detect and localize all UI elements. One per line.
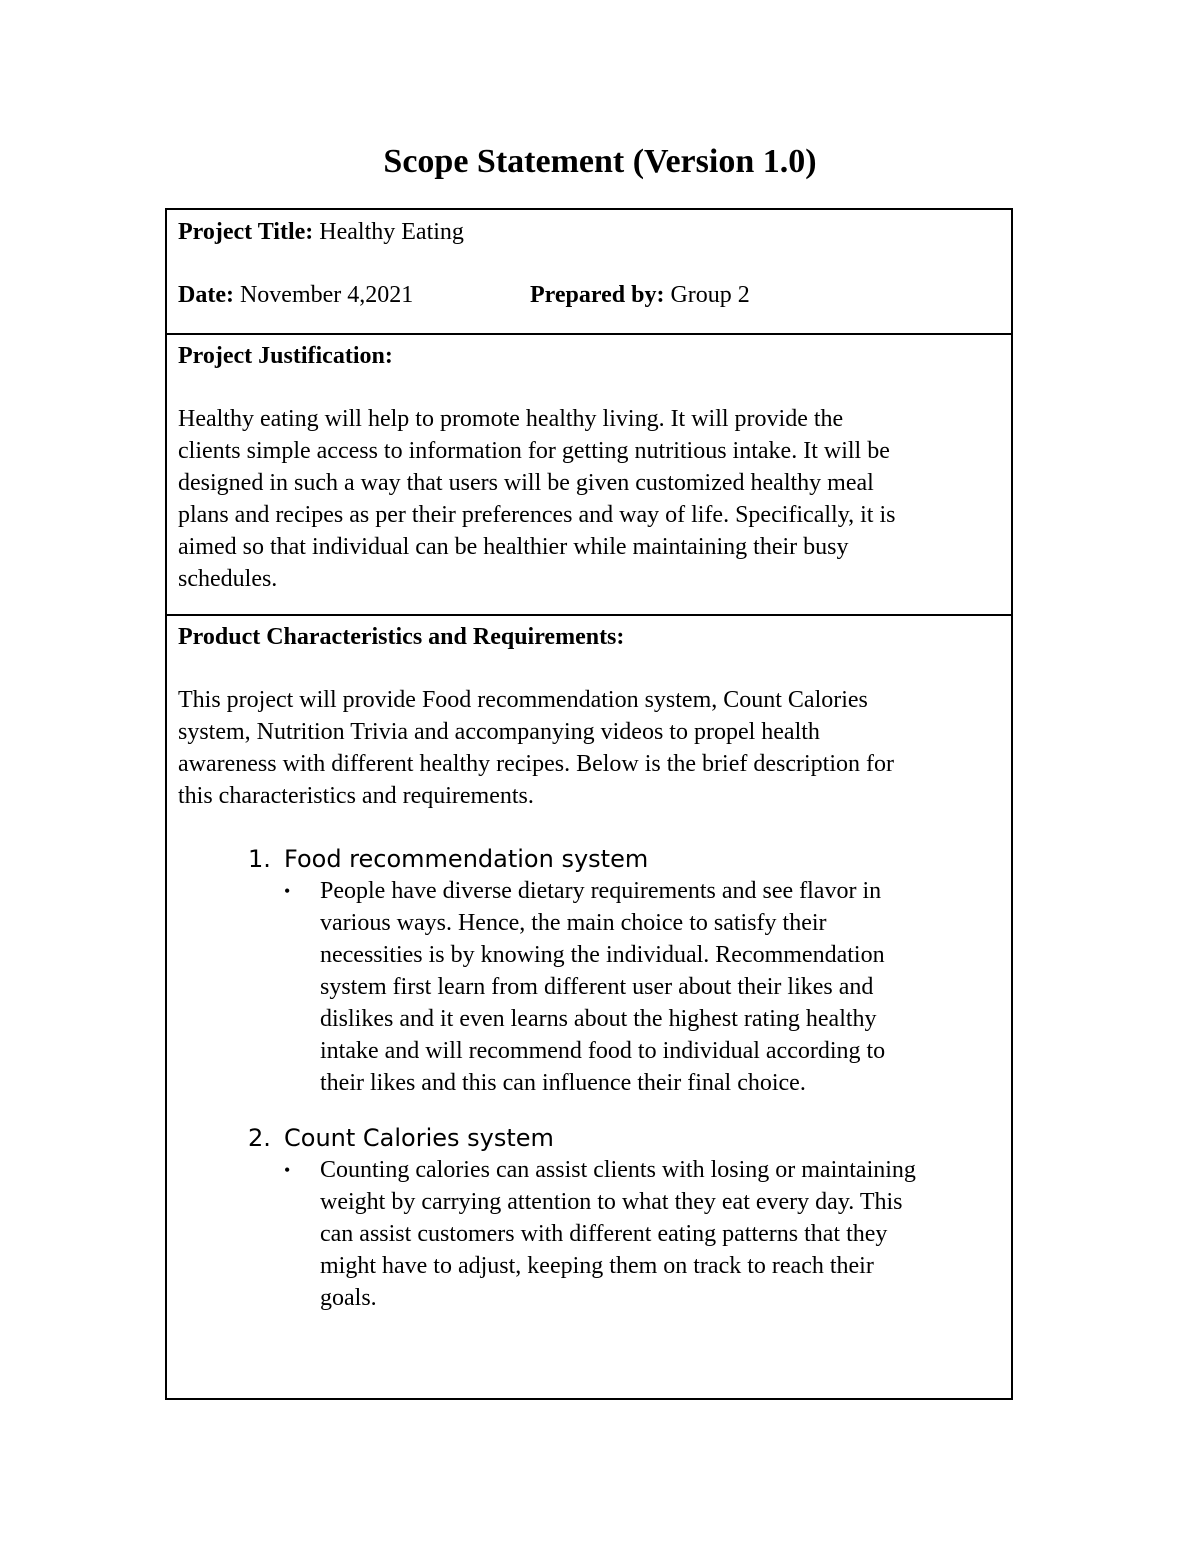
justification-line: Healthy eating will help to promote healthy living. It will provide the — [178, 406, 844, 432]
bullet-item — [284, 1154, 1001, 1314]
bullet-line: weight by carrying attention to what they eat every day. This — [320, 1189, 903, 1215]
bullet-line: Counting calories can assist clients with losing or maintaining — [320, 1157, 916, 1183]
bullet-text — [320, 875, 1001, 1099]
bullet-line: their likes and this can influence their final choice. — [320, 1070, 806, 1096]
product-intro-line: This project will provide Food recommendation system, Count Calories — [178, 687, 868, 713]
justification-line: plans and recipes as per their preferences and way of life. Specifically, it is — [178, 502, 896, 528]
bullet-line: might have to adjust, keeping them on track to reach their — [320, 1253, 874, 1279]
section-title: Count Calories system — [284, 1124, 554, 1152]
section-number: 2. — [248, 1124, 271, 1152]
section-title: Food recommendation system — [284, 845, 649, 873]
date-label: Date: — [178, 282, 234, 308]
justification-line: clients simple access to information for getting nutritious intake. It will be — [178, 438, 890, 464]
bullet-line: intake and will recommend food to individual according to — [320, 1038, 886, 1064]
product-intro-line: this characteristics and requirements. — [178, 783, 534, 809]
prepared-by-label: Prepared by: — [530, 282, 665, 308]
project-title-value: Healthy Eating — [313, 219, 464, 245]
justification-line: aimed so that individual can be healthier while maintaining their busy — [178, 534, 849, 560]
bullet-line: goals. — [320, 1285, 377, 1311]
product-intro-paragraph — [178, 684, 1001, 812]
project-title-line — [178, 216, 1001, 248]
bullet-line: necessities is by knowing the individual. Recommendation — [320, 942, 885, 968]
project-info-cell — [167, 210, 1011, 333]
justification-paragraph — [178, 403, 1001, 595]
bullet-line: dislikes and it even learns about the highest rating healthy — [320, 1006, 877, 1032]
bullet-line: system first learn from different user about their likes and — [320, 974, 874, 1000]
section-heading-count-calories — [248, 1122, 1001, 1154]
bullet-icon: • — [284, 881, 291, 901]
date-value: November 4,2021 — [233, 282, 414, 308]
bullet-line: People have diverse dietary requirements and see flavor in — [320, 878, 882, 904]
justification-line: designed in such a way that users will be given customized healthy meal — [178, 470, 874, 496]
section-number: 1. — [248, 845, 271, 873]
prepared-by-block — [530, 279, 750, 311]
page-title: Scope Statement (Version 1.0) — [383, 143, 817, 180]
prepared-by-value: Group 2 — [664, 282, 750, 308]
section-heading-food-recommendation — [248, 843, 1001, 875]
product-characteristics-cell — [167, 614, 1011, 1398]
justification-heading: Project Justification: — [178, 343, 393, 369]
bullet-line: can assist customers with different eating patterns that they — [320, 1221, 888, 1247]
bullet-text — [320, 1154, 1001, 1314]
bullet-item — [284, 875, 1001, 1099]
scope-statement-table — [165, 208, 1013, 1400]
date-prepared-line — [178, 279, 1001, 311]
date-block — [178, 279, 530, 311]
bullet-line: various ways. Hence, the main choice to satisfy their — [320, 910, 827, 936]
project-justification-cell — [167, 333, 1011, 614]
project-title-label: Project Title: — [178, 219, 314, 245]
product-heading: Product Characteristics and Requirements: — [178, 624, 625, 650]
bullet-icon: • — [284, 1160, 291, 1180]
justification-line: schedules. — [178, 566, 278, 592]
product-intro-line: awareness with different healthy recipes. Below is the brief description for — [178, 751, 894, 777]
product-intro-line: system, Nutrition Trivia and accompanying videos to propel health — [178, 719, 820, 745]
